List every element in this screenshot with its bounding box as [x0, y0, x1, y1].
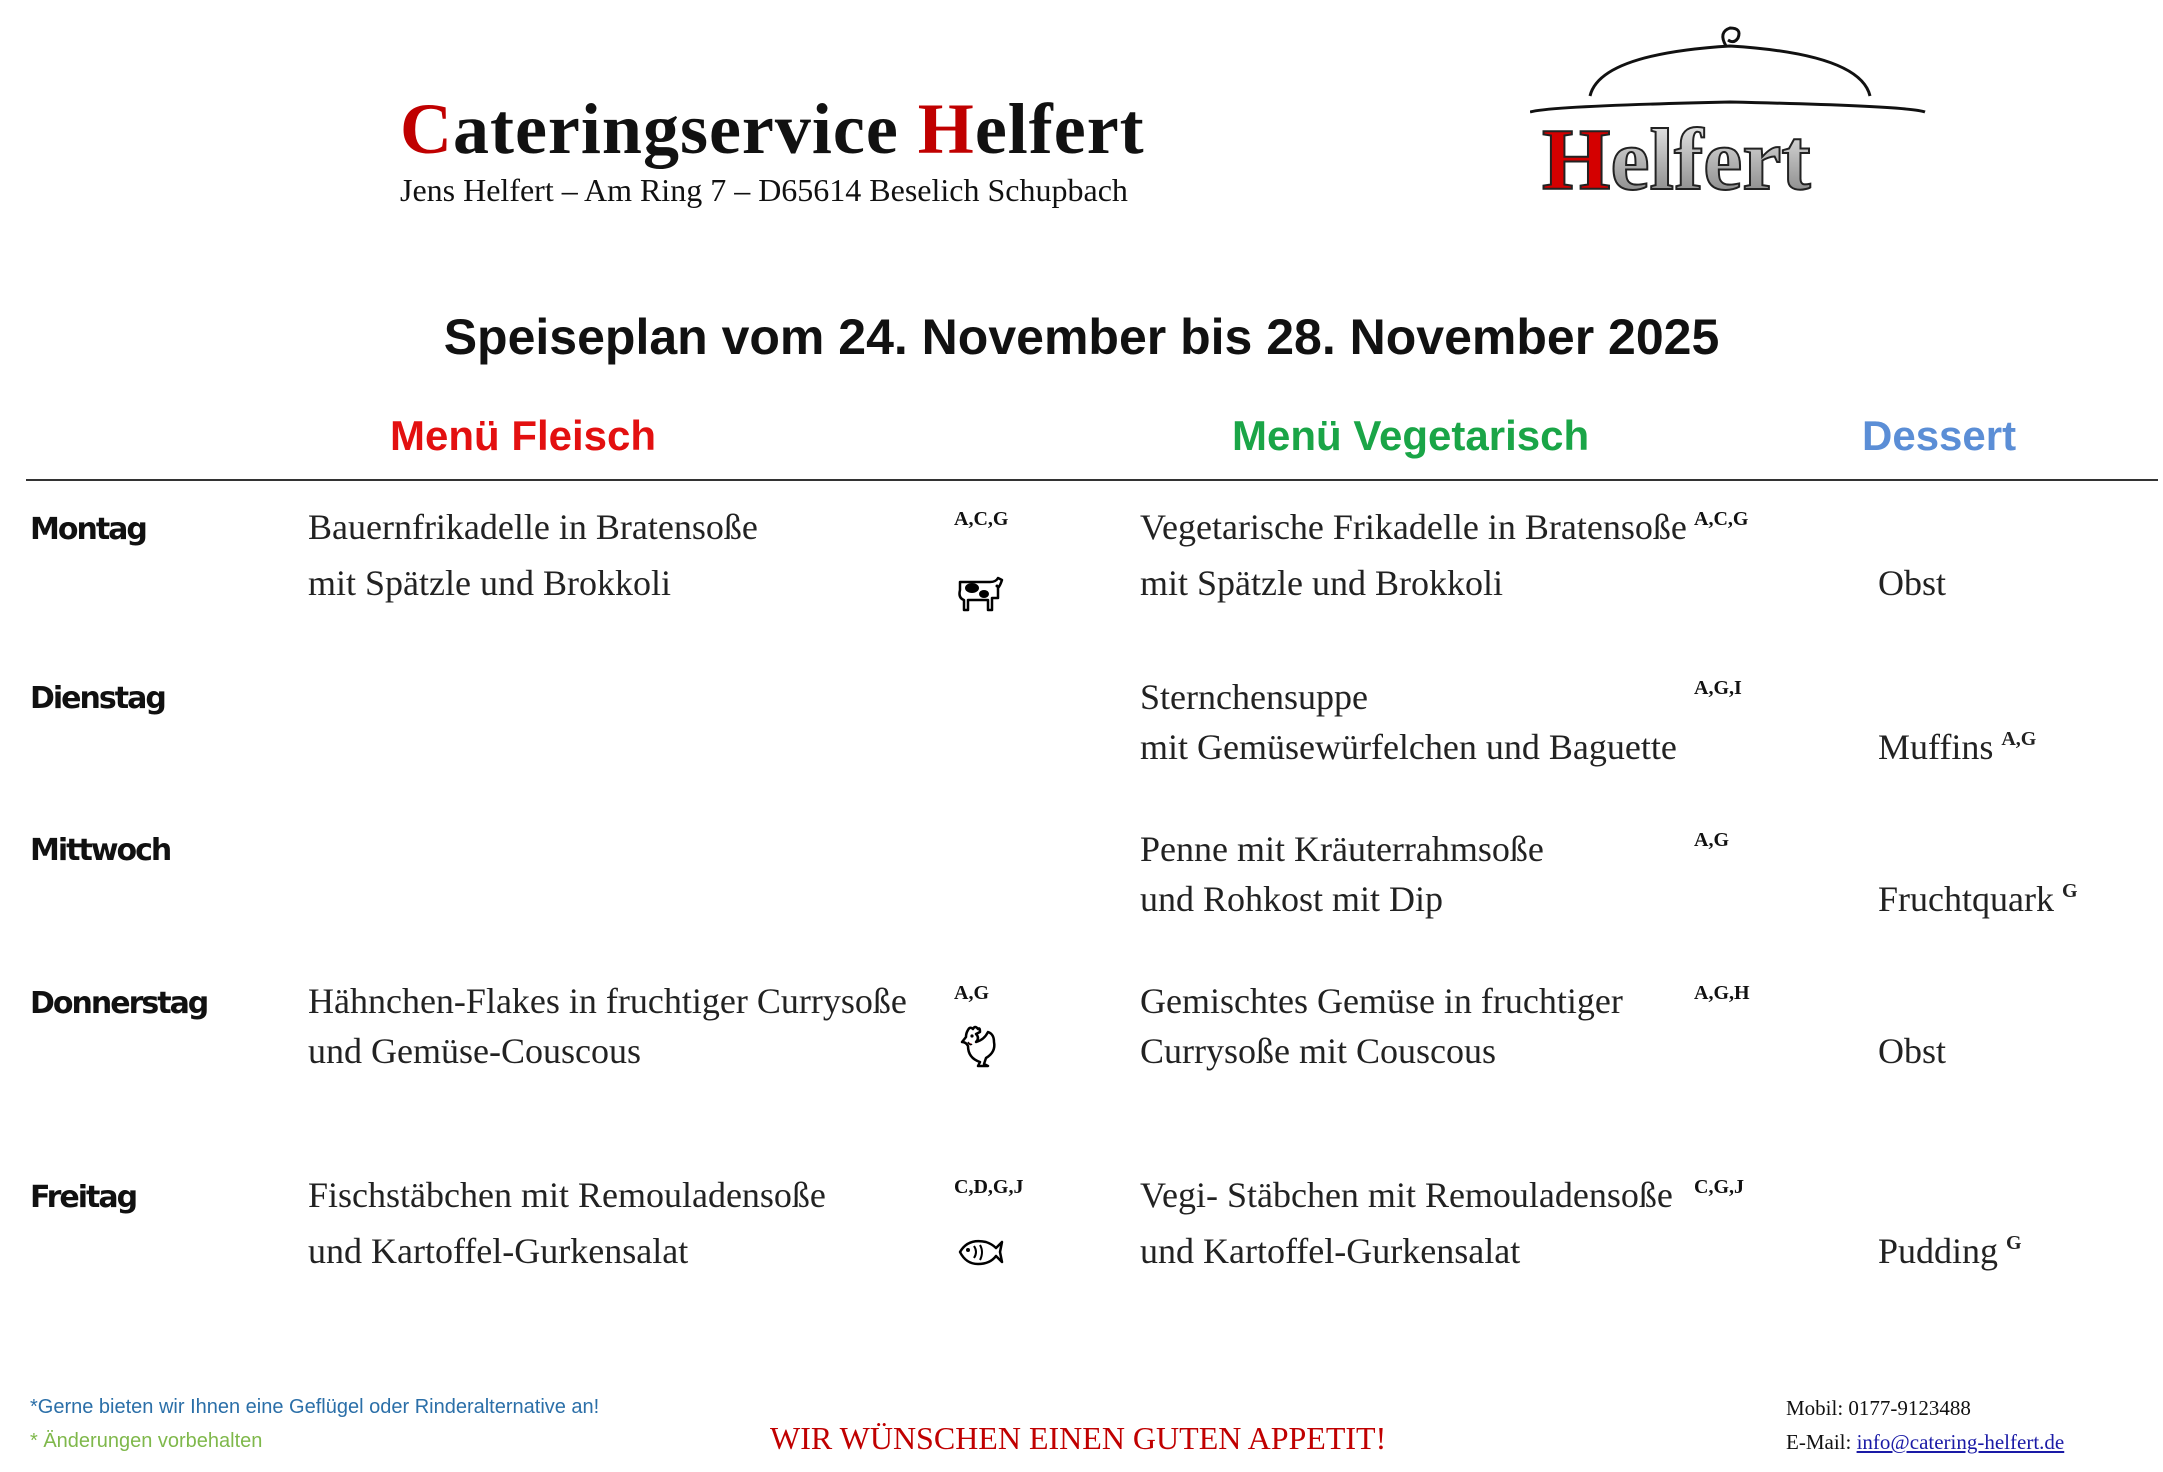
- meat-dish-line1: Hähnchen-Flakes in fruchtiger Currysoße: [308, 981, 907, 1021]
- veg-allergens: A,G: [1694, 829, 1729, 851]
- heading-menu-vegetarisch: Menü Vegetarisch: [1232, 412, 1590, 459]
- heading-dessert: Dessert: [1862, 412, 2017, 459]
- contact-email: [1786, 1430, 2064, 1455]
- logo-text: [1542, 112, 1811, 204]
- meat-allergens: C,D,G,J: [954, 1176, 1024, 1198]
- veg-dish-line2: mit Spätzle und Brokkoli: [1140, 563, 1503, 603]
- dessert-item: [1878, 1230, 2022, 1272]
- footer-appetit: WIR WÜNSCHEN EINEN GUTEN APPETIT!: [770, 1420, 1387, 1456]
- dessert-name: Obst: [1878, 1031, 1947, 1071]
- veg-dish-line2: und Kartoffel-Gurkensalat: [1140, 1231, 1521, 1271]
- day-label-mittwoch: Mittwoch: [30, 833, 171, 868]
- meat-allergens: A,G: [954, 982, 989, 1004]
- company-address: Jens Helfert – Am Ring 7 – D65614 Beselich Schupbach: [400, 172, 1128, 208]
- contact-mobile: Mobil: 0177-9123488: [1786, 1396, 1971, 1420]
- cow-icon: [954, 570, 1004, 614]
- helfert-logo: [1530, 14, 1930, 204]
- day-label-freitag: Freitag: [30, 1180, 137, 1215]
- dessert-name: Pudding: [1878, 1231, 1999, 1271]
- veg-dish-line1: Sternchensuppe: [1140, 677, 1368, 717]
- dessert-name: Fruchtquark: [1878, 879, 2054, 919]
- company-initial-c: C: [400, 89, 453, 169]
- company-initial-h: H: [917, 89, 975, 169]
- dessert-allergens: G: [2006, 1232, 2022, 1254]
- meat-dish-line1: Bauernfrikadelle in Bratensoße: [308, 507, 758, 547]
- fish-icon: [954, 1230, 1004, 1274]
- meat-dish-line2: und Kartoffel-Gurkensalat: [308, 1231, 689, 1271]
- meat-dish-line2: mit Spätzle und Brokkoli: [308, 563, 671, 603]
- logo-text-initial: H: [1542, 112, 1611, 204]
- veg-dish-line1: Penne mit Kräuterrahmsoße: [1140, 829, 1544, 869]
- veg-allergens: A,C,G: [1694, 508, 1749, 530]
- dessert-item: [1878, 726, 2036, 768]
- header-divider: [26, 479, 2158, 481]
- heading-menu-fleisch: Menü Fleisch: [390, 412, 657, 459]
- veg-dish-line1: Vegi- Stäbchen mit Remouladensoße: [1140, 1175, 1673, 1215]
- meat-dish-line2: und Gemüse-Couscous: [308, 1031, 641, 1071]
- company-name-part2: elfert: [974, 89, 1145, 169]
- dessert-allergens: G: [2061, 880, 2078, 902]
- dessert-item: [1878, 878, 2078, 920]
- cloche-handle-icon: [1723, 28, 1739, 46]
- veg-dish-line1: Vegetarische Frikadelle in Bratensoße: [1140, 507, 1687, 547]
- veg-dish-line2: und Rohkost mit Dip: [1140, 879, 1444, 919]
- day-label-montag: Montag: [30, 512, 146, 547]
- dessert-item: [1878, 562, 1946, 604]
- logo-text-rest: elfert: [1610, 112, 1811, 204]
- contact-email-label: E-Mail:: [1786, 1430, 1857, 1454]
- footer-note-changes: * Änderungen vorbehalten: [30, 1430, 263, 1452]
- veg-allergens: A,G,H: [1694, 982, 1750, 1004]
- day-label-donnerstag: Donnerstag: [30, 986, 208, 1021]
- veg-dish-line2: mit Gemüsewürfelchen und Baguette: [1140, 727, 1677, 767]
- dessert-name: Muffins: [1878, 727, 1994, 767]
- cloche-lid-icon: [1590, 46, 1870, 96]
- company-name-part1: ateringservice: [453, 89, 918, 169]
- veg-dish-line1: Gemischtes Gemüse in fruchtiger: [1140, 981, 1623, 1021]
- meat-allergens: A,C,G: [954, 508, 1009, 530]
- footer-note-alternative: *Gerne bieten wir Ihnen eine Geflügel oder Rinderalternative an!: [30, 1396, 600, 1418]
- veg-allergens: C,G,J: [1694, 1176, 1744, 1198]
- dessert-item: [1878, 1030, 1946, 1072]
- dessert-name: Obst: [1878, 563, 1947, 603]
- day-label-dienstag: Dienstag: [30, 681, 165, 716]
- company-name: [400, 88, 1145, 171]
- meat-dish-line1: Fischstäbchen mit Remouladensoße: [308, 1175, 826, 1215]
- dessert-allergens: A,G: [2001, 728, 2037, 750]
- veg-allergens: A,G,I: [1694, 677, 1742, 699]
- veg-dish-line2: Currysoße mit Couscous: [1140, 1031, 1496, 1071]
- rooster-icon: [954, 1024, 1004, 1068]
- page-title: Speiseplan vom 24. November bis 28. November 2025: [443, 309, 1720, 365]
- email-link[interactable]: info@catering-helfert.de: [1856, 1430, 2065, 1454]
